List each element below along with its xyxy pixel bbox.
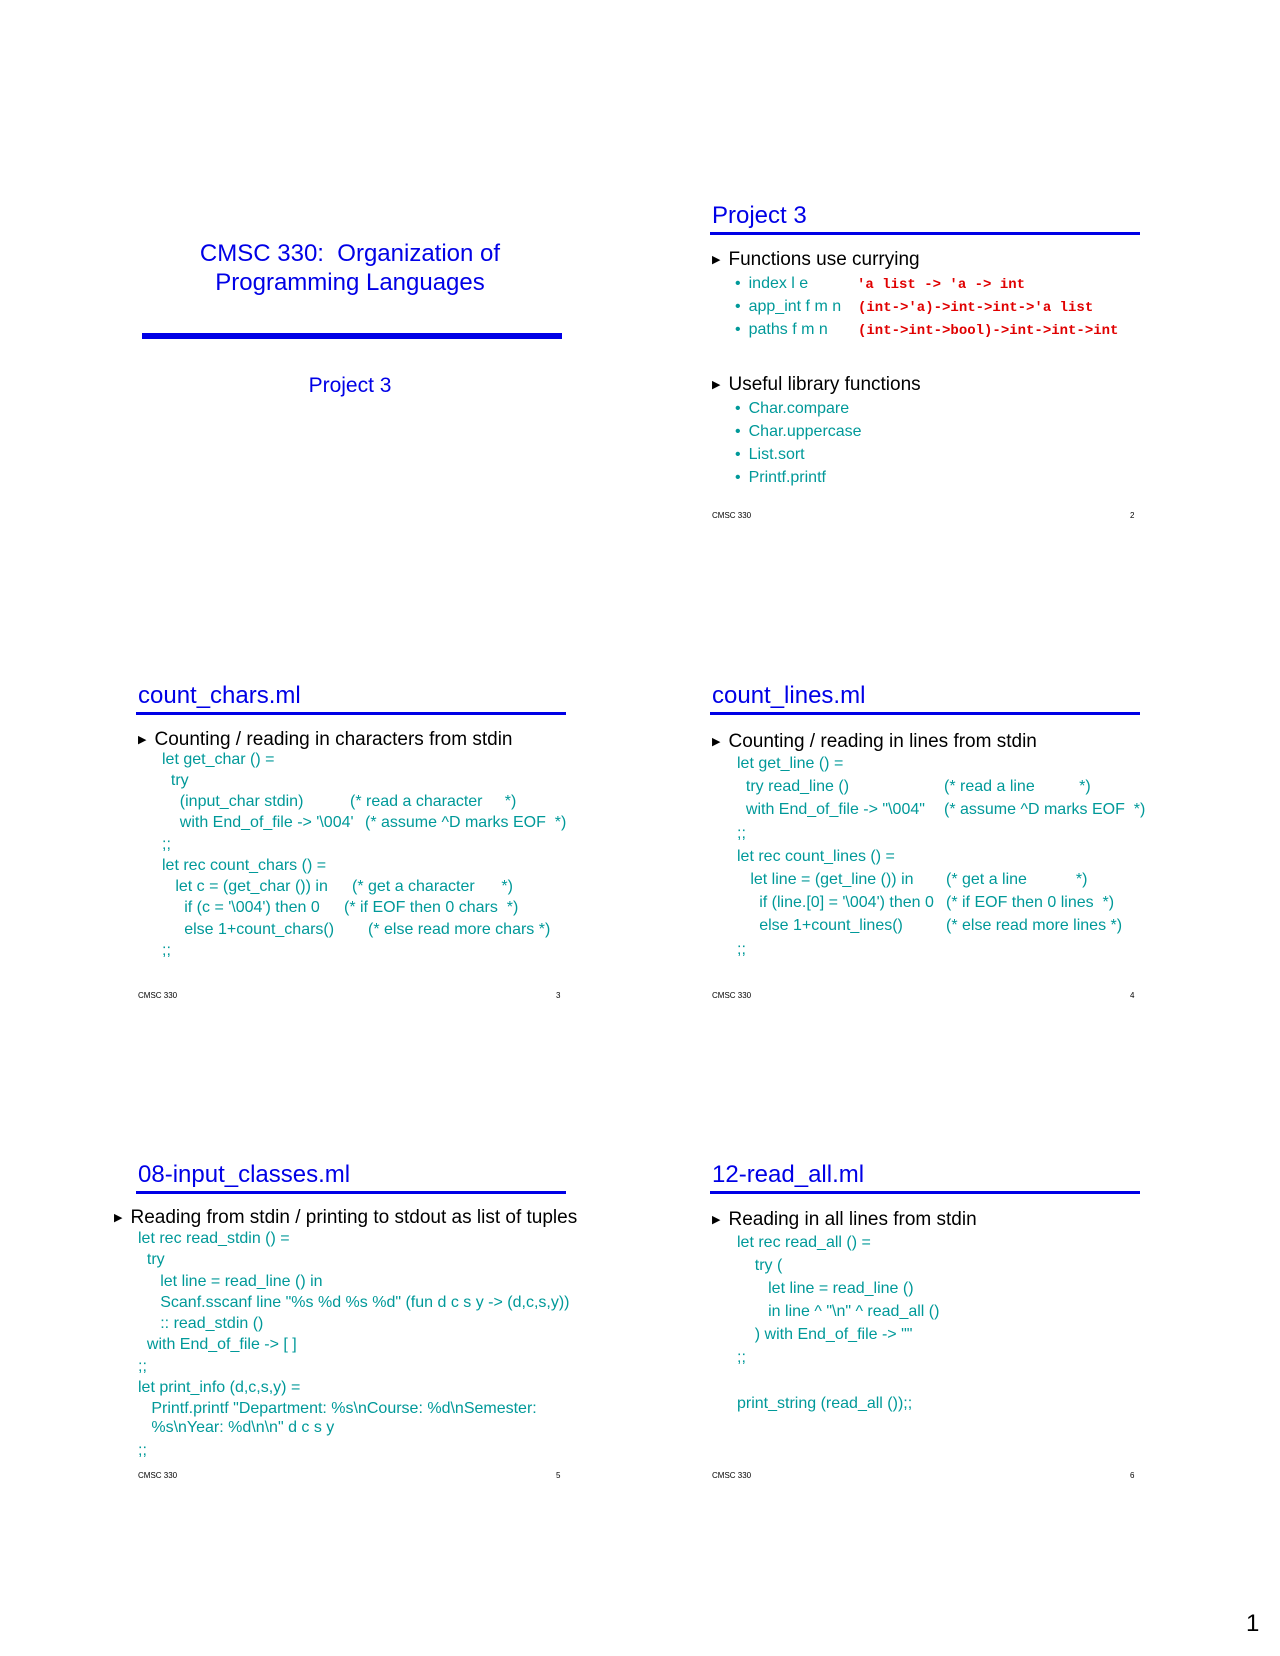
currying-item (735, 298, 841, 316)
code-line: if (c = '\004') then 0 (162, 899, 320, 916)
slide-6-bullet (712, 1209, 977, 1231)
code-line: ;; (138, 1358, 147, 1375)
slide-3-footer-right: 3 (556, 991, 561, 1000)
code-line: let c = (get_char ()) in (162, 878, 328, 895)
bullet-text: Reading in all lines from stdin (728, 1209, 977, 1230)
code-line: ) with End_of_file -> "" (737, 1326, 913, 1343)
code-comment: (* read a character *) (350, 793, 517, 810)
slide-5-title: 08-input_classes.ml (138, 1161, 351, 1188)
code-line: print_string (read_all ());; (737, 1395, 913, 1412)
triangle-bullet-icon: ▶ (712, 379, 721, 391)
slide-2-title: Project 3 (712, 202, 807, 229)
code-line: Scanf.sscanf line "%s %d %s %d" (fun d c s y -> (d,c,s,y)) (138, 1294, 570, 1311)
library-item (735, 400, 849, 418)
slide-4-footer-right: 4 (1130, 991, 1135, 1000)
slide-2-footer-left: CMSC 330 (712, 511, 752, 520)
slide-4-bullet (712, 731, 1037, 753)
code-line: let rec read_stdin () = (138, 1230, 290, 1247)
slide-2-bullet-library (712, 374, 921, 396)
code-line: %s\nYear: %d\n\n" d c s y (138, 1419, 335, 1436)
code-line: try read_line () (737, 778, 850, 795)
code-line: Printf.printf "Department: %s\nCourse: %d\nSemester: (138, 1400, 537, 1417)
code-line: else 1+count_lines() (737, 917, 903, 934)
bullet-text: Reading from stdin / printing to stdout as list of tuples (130, 1207, 578, 1228)
triangle-bullet-icon: ▶ (712, 736, 721, 748)
code-line: with End_of_file -> [ ] (138, 1336, 297, 1353)
dot-bullet-icon: • (735, 469, 741, 486)
code-line: ;; (138, 1442, 147, 1459)
code-comment: (* get a line *) (946, 871, 1088, 888)
slide-3-title: count_chars.ml (138, 682, 301, 709)
slide-5-bullet (114, 1207, 577, 1229)
code-comment: (* assume ^D marks EOF *) (365, 814, 567, 831)
slide-5-title-rule (136, 1191, 566, 1194)
dot-bullet-icon: • (735, 446, 741, 463)
dot-bullet-icon: • (735, 423, 741, 440)
currying-type: (int->'a)->int->int->'a list (858, 300, 1094, 316)
code-line: let rec read_all () = (737, 1234, 871, 1251)
code-line: let rec count_lines () = (737, 848, 895, 865)
slide-3-bullet (138, 729, 512, 751)
bullet-text: Useful library functions (728, 374, 921, 395)
code-line: in line ^ "\n" ^ read_all () (737, 1303, 940, 1320)
slide-1-subtitle: Project 3 (308, 374, 392, 397)
code-line: :: read_stdin () (138, 1315, 264, 1332)
dot-bullet-icon: • (735, 321, 741, 338)
code-line: if (line.[0] = '\004') then 0 (737, 894, 934, 911)
code-line: let print_info (d,c,s,y) = (138, 1379, 301, 1396)
code-line: let line = (get_line ()) in (737, 871, 914, 888)
bullet-text: Counting / reading in lines from stdin (728, 731, 1037, 752)
code-line: ;; (162, 942, 171, 959)
code-line: let rec count_chars () = (162, 857, 327, 874)
dot-bullet-icon: • (735, 275, 741, 292)
function-name: paths f m n (748, 321, 828, 338)
code-line: (input_char stdin) (162, 793, 304, 810)
code-comment: (* get a character *) (352, 878, 513, 895)
code-line: else 1+count_chars() (162, 921, 335, 938)
bullet-text: Functions use currying (728, 249, 920, 270)
code-line: ;; (162, 836, 171, 853)
library-item (735, 423, 862, 441)
slide-6-title-rule (710, 1191, 1140, 1194)
slide-4-title-rule (710, 712, 1140, 715)
code-line: ;; (737, 941, 746, 958)
slide-2-footer-right: 2 (1130, 511, 1135, 520)
library-item (735, 446, 805, 464)
slide-1-title-line-1: CMSC 330: Organization of (199, 240, 501, 267)
code-comment: (* else read more chars *) (368, 921, 551, 938)
code-comment: (* else read more lines *) (946, 917, 1123, 934)
code-line: let get_char () = (162, 751, 275, 768)
currying-item (735, 321, 828, 339)
code-line: try (138, 1251, 165, 1268)
code-line: with End_of_file -> '\004' (162, 814, 354, 831)
bullet-text: Counting / reading in characters from stdin (154, 729, 513, 750)
slide-2-bullet-currying (712, 249, 920, 271)
slide-5-footer-right: 5 (556, 1471, 561, 1480)
slide-4-title: count_lines.ml (712, 682, 866, 709)
slide-1-title-line-2: Programming Languages (215, 269, 485, 296)
page-number: 1 (1246, 1610, 1260, 1637)
library-function: List.sort (748, 446, 805, 463)
function-name: index l e (748, 275, 809, 292)
triangle-bullet-icon: ▶ (712, 254, 721, 266)
code-line: let line = read_line () (737, 1280, 914, 1297)
code-line: ;; (737, 825, 746, 842)
slide-6-title: 12-read_all.ml (712, 1161, 865, 1188)
code-line: with End_of_file -> "\004" (737, 801, 925, 818)
slide-1-title-rule (142, 333, 562, 339)
code-comment: (* read a line *) (944, 778, 1091, 795)
code-comment: (* if EOF then 0 lines *) (946, 894, 1115, 911)
slide-6-footer-right: 6 (1130, 1471, 1135, 1480)
dot-bullet-icon: • (735, 400, 741, 417)
library-function: Char.compare (748, 400, 850, 417)
code-line: let line = read_line () in (138, 1273, 323, 1290)
library-function: Printf.printf (748, 469, 826, 486)
slide-3-footer-left: CMSC 330 (138, 991, 178, 1000)
triangle-bullet-icon: ▶ (138, 734, 147, 746)
code-line: let get_line () = (737, 755, 844, 772)
slide-3-title-rule (136, 712, 566, 715)
triangle-bullet-icon: ▶ (712, 1214, 721, 1226)
currying-type: 'a list -> 'a -> int (857, 277, 1026, 293)
library-item (735, 469, 826, 487)
code-line: ;; (737, 1349, 746, 1366)
slide-5-footer-left: CMSC 330 (138, 1471, 178, 1480)
slide-6-footer-left: CMSC 330 (712, 1471, 752, 1480)
code-comment: (* if EOF then 0 chars *) (344, 899, 519, 916)
library-function: Char.uppercase (748, 423, 862, 440)
triangle-bullet-icon: ▶ (114, 1212, 123, 1224)
currying-type: (int->int->bool)->int->int->int (858, 323, 1119, 339)
slide-2-title-rule (710, 232, 1140, 235)
function-name: app_int f m n (748, 298, 842, 315)
currying-item (735, 275, 808, 293)
dot-bullet-icon: • (735, 298, 741, 315)
code-line: try ( (737, 1257, 783, 1274)
code-line: try (162, 772, 189, 789)
slide-4-footer-left: CMSC 330 (712, 991, 752, 1000)
code-comment: (* assume ^D marks EOF *) (944, 801, 1146, 818)
